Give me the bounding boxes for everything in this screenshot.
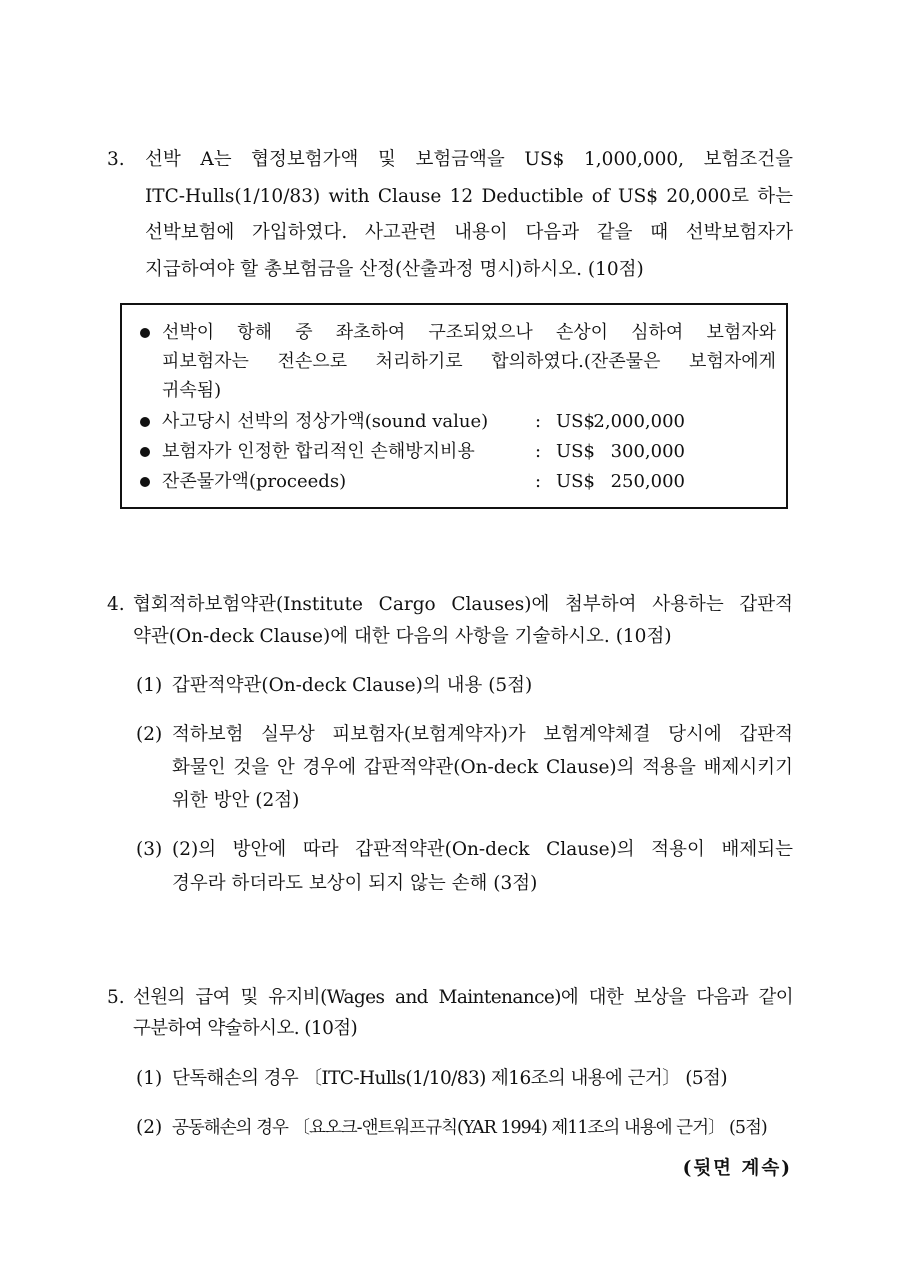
question-3-line-4: 지급하여야 할 총보험금을 산정(산출과정 명시)하시오. (10점) xyxy=(145,259,644,280)
facts-item-2-label: 사고당시 선박의 정상가액(sound value) xyxy=(162,411,489,432)
facts-item-1-line-3: 귀속됨) xyxy=(162,380,222,401)
facts-item-3-currency: US$ xyxy=(556,441,595,462)
question-4-sub-2-line-2: 화물인 것을 안 경우에 갑판적약관(On-deck Clause)의 적용을 배제시키기 xyxy=(172,757,793,778)
question-4-sub-2-line-3: 위한 방안 (2점) xyxy=(172,790,300,811)
facts-item-3-label: 보험자가 인정한 합리적인 손해방지비용 xyxy=(162,441,475,462)
facts-item-4-currency: US$ xyxy=(556,471,595,492)
question-4-sub-1-text: 갑판적약관(On-deck Clause)의 내용 (5점) xyxy=(172,675,533,696)
question-5-sub-2-number: (2) xyxy=(136,1117,163,1138)
continue-footer: (뒷면 계속) xyxy=(682,1158,792,1179)
question-5-line-2: 구분하여 약술하시오. (10점) xyxy=(133,1018,358,1039)
question-3-number: 3. xyxy=(107,149,125,170)
question-4-sub-3-number: (3) xyxy=(136,839,163,860)
facts-item-2-colon: : xyxy=(535,411,542,432)
question-3-line-1: 선박 A는 협정보험가액 및 보험금액을 US$ 1,000,000, 보험조건을 xyxy=(145,149,793,170)
facts-item-4-amount: 250,000 xyxy=(610,471,685,492)
bullet-icon xyxy=(140,447,150,457)
facts-item-2-amount: 2,000,000 xyxy=(593,411,685,432)
question-4-sub-3-line-1: (2)의 방안에 따라 갑판적약관(On-deck Clause)의 적용이 배제되는 xyxy=(172,839,793,860)
question-4-sub-2-line-1: 적하보험 실무상 피보험자(보험계약자)가 보험계약체결 당시에 갑판적 xyxy=(172,724,793,745)
bullet-icon xyxy=(140,328,150,338)
facts-item-1-line-2: 피보험자는 전손으로 처리하기로 합의하였다.(잔존물은 보험자에게 xyxy=(162,351,776,372)
question-5-sub-2-text: 공동해손의 경우 〔요오크-앤트워프규칙(YAR 1994) 제11조의 내용에 근거〕 (5점) xyxy=(172,1118,767,1138)
question-3-line-2: ITC-Hulls(1/10/83) with Clause 12 Deductible of US$ 20,000로 하는 xyxy=(145,186,793,207)
facts-item-3-colon: : xyxy=(535,441,542,462)
facts-item-2-currency: US$ xyxy=(556,411,595,432)
facts-item-3-amount: 300,000 xyxy=(610,441,685,462)
question-5-line-1: 선원의 급여 및 유지비(Wages and Maintenance)에 대한 보상을 다음과 같이 xyxy=(133,987,793,1008)
question-3-line-3: 선박보험에 가입하였다. 사고관련 내용이 다음과 같을 때 선박보험자가 xyxy=(145,222,793,243)
question-4-sub-1-number: (1) xyxy=(136,675,163,696)
question-4-sub-3-line-2: 경우라 하더라도 보상이 되지 않는 손해 (3점) xyxy=(172,873,538,894)
question-5-sub-1-number: (1) xyxy=(136,1068,163,1089)
bullet-icon xyxy=(140,477,150,487)
facts-item-1-line-1: 선박이 항해 중 좌초하여 구조되었으나 손상이 심하여 보험자와 xyxy=(162,322,776,343)
question-4-sub-2-number: (2) xyxy=(136,724,163,745)
question-4-line-1: 협회적하보험약관(Institute Cargo Clauses)에 첨부하여 사용하는 갑판적 xyxy=(133,594,793,615)
question-5-sub-1-text: 단독해손의 경우 〔ITC-Hulls(1/10/83) 제16조의 내용에 근거〕 (5점) xyxy=(172,1068,727,1089)
question-4-number: 4. xyxy=(107,594,125,615)
facts-item-4-label: 잔존물가액(proceeds) xyxy=(162,471,347,492)
question-5-number: 5. xyxy=(107,987,125,1008)
facts-item-4-colon: : xyxy=(535,471,542,492)
bullet-icon xyxy=(140,417,150,427)
question-4-line-2: 약관(On-deck Clause)에 대한 다음의 사항을 기술하시오. (10점) xyxy=(133,626,672,647)
